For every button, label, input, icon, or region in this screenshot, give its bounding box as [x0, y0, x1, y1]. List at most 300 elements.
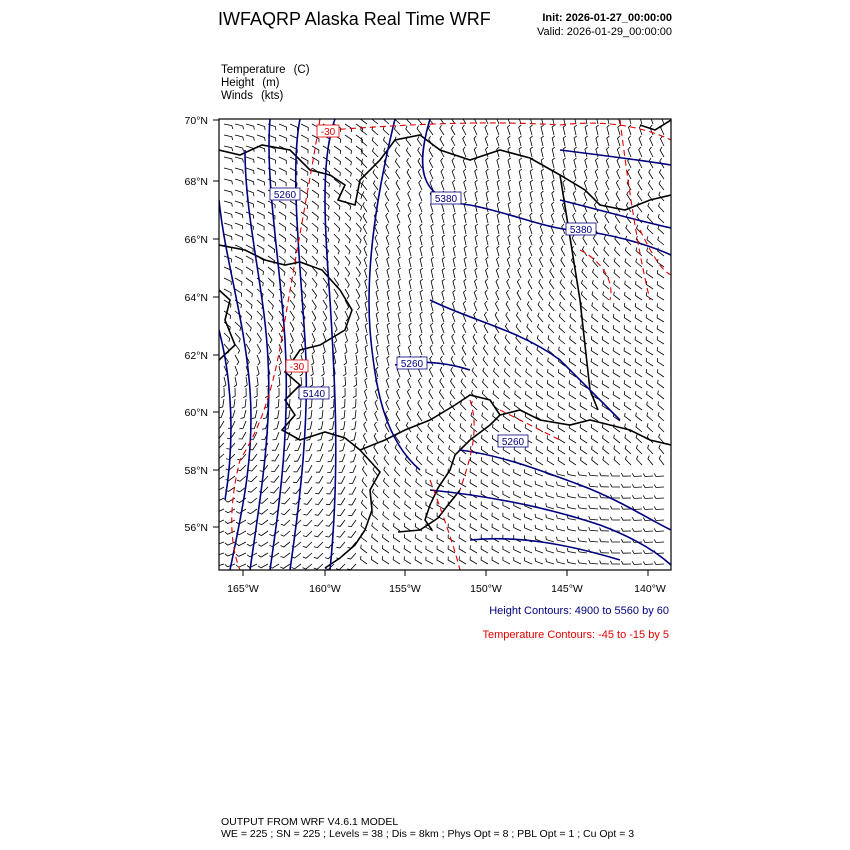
- wind-barb: [252, 410, 257, 419]
- wind-barb: [657, 369, 664, 377]
- wind-barb: [647, 423, 653, 432]
- wind-barb: [625, 270, 631, 279]
- wind-barb: [592, 446, 598, 454]
- wind-barb: [257, 322, 262, 332]
- wind-barb: [541, 180, 544, 190]
- wind-barb: [224, 135, 233, 140]
- wind-barb: [441, 180, 444, 190]
- wind-barb: [475, 180, 478, 190]
- wind-barb: [495, 301, 499, 311]
- wind-barb: [464, 213, 467, 223]
- wind-barb: [374, 433, 378, 443]
- wind-barb: [453, 180, 456, 190]
- wind-barb: [334, 157, 341, 165]
- wind-barb: [235, 146, 244, 152]
- wind-barb: [295, 443, 302, 451]
- wind-barb: [404, 545, 411, 553]
- wind-barb: [613, 358, 620, 366]
- wind-barb: [258, 553, 268, 557]
- wind-barb: [632, 517, 642, 520]
- wind-barb: [497, 257, 500, 267]
- wind-barb: [648, 456, 653, 465]
- wind-barb: [232, 388, 235, 398]
- wind-barb: [334, 322, 337, 332]
- wind-barb: [485, 301, 488, 311]
- wind-barb: [589, 560, 598, 564]
- wind-barb: [459, 512, 466, 520]
- wind-barb: [323, 179, 330, 187]
- wind-barb: [632, 484, 642, 487]
- wind-barb: [547, 413, 554, 421]
- wind-barb: [404, 523, 411, 531]
- wind-barb: [580, 424, 587, 432]
- wind-barb: [519, 136, 522, 146]
- wind-barb: [301, 245, 307, 254]
- wind-barb: [613, 402, 620, 410]
- wind-barb: [580, 413, 587, 421]
- wind-barb: [503, 524, 510, 531]
- wind-barb: [625, 247, 631, 256]
- wind-barb: [516, 324, 521, 334]
- wind-barb: [395, 467, 401, 476]
- wind-barb: [409, 345, 412, 355]
- wind-barb: [519, 235, 522, 245]
- wind-barb: [526, 391, 533, 399]
- wind-barb: [245, 377, 248, 387]
- wind-barb: [546, 536, 554, 542]
- wind-barb: [563, 125, 566, 135]
- wind-barb: [420, 279, 423, 289]
- wind-barb: [258, 542, 268, 546]
- wind-barb: [396, 191, 400, 201]
- wind-barb: [537, 369, 543, 377]
- wind-barb: [279, 135, 287, 142]
- wind-barb: [426, 557, 433, 564]
- wind-barb: [258, 531, 268, 536]
- wind-barb: [647, 270, 654, 278]
- wind-barb: [386, 378, 389, 388]
- wind-barb: [486, 257, 489, 267]
- wind-barb: [470, 501, 477, 509]
- wind-barb: [449, 423, 455, 432]
- wind-barb: [394, 523, 401, 531]
- temperature-label: -30: [320, 127, 336, 138]
- wind-barb: [386, 213, 389, 223]
- wind-barb: [398, 345, 401, 355]
- wind-barb: [426, 546, 433, 553]
- wind-barb: [376, 356, 379, 366]
- wind-barb: [658, 391, 664, 399]
- wind-barb: [296, 421, 301, 430]
- wind-barb: [277, 377, 280, 387]
- wind-barb: [515, 380, 521, 389]
- wind-barb: [247, 564, 257, 568]
- wind-barb: [362, 191, 367, 201]
- wind-barb: [431, 301, 434, 311]
- wind-barb: [636, 413, 642, 421]
- wind-barb: [485, 136, 488, 146]
- wind-barb: [557, 504, 566, 509]
- wind-barb: [339, 443, 345, 451]
- wind-barb: [442, 235, 445, 245]
- wind-barb: [354, 377, 357, 387]
- wind-barb: [497, 180, 500, 190]
- wind-barb: [585, 158, 588, 168]
- wind-barb: [497, 169, 500, 179]
- wind-barb: [541, 191, 544, 201]
- wind-barb: [450, 378, 455, 388]
- wind-barb: [515, 357, 521, 366]
- wind-barb: [530, 202, 533, 212]
- wind-barb: [325, 553, 334, 559]
- wind-barb: [624, 347, 631, 355]
- wind-barb: [437, 546, 444, 553]
- wind-barb: [235, 366, 238, 376]
- wind-barb: [592, 280, 598, 289]
- wind-barb: [441, 334, 444, 344]
- wind-barb: [355, 344, 358, 354]
- wind-barb: [567, 493, 576, 498]
- wind-barb: [225, 520, 235, 524]
- wind-barb: [409, 334, 412, 344]
- wind-barb: [646, 303, 653, 311]
- wind-barb: [224, 190, 232, 196]
- wind-barb: [639, 147, 642, 157]
- wind-barb: [441, 169, 444, 179]
- wind-barb: [431, 268, 434, 278]
- wind-barb: [374, 444, 378, 454]
- wind-barb: [481, 557, 488, 565]
- wind-barb: [654, 561, 664, 564]
- wind-barb: [259, 520, 269, 525]
- wind-barb: [417, 411, 422, 421]
- wind-barb: [235, 355, 239, 365]
- wind-barb: [614, 281, 620, 290]
- wind-barb: [646, 281, 653, 289]
- wind-barb: [538, 290, 543, 300]
- wind-barb: [580, 391, 587, 399]
- wind-barb: [420, 323, 423, 333]
- wind-barb: [297, 399, 301, 408]
- wind-barb: [376, 268, 379, 278]
- wind-barb: [395, 137, 400, 146]
- wind-barb: [451, 136, 455, 146]
- wind-barb: [658, 423, 664, 432]
- wind-barb: [429, 389, 433, 399]
- wind-barb: [464, 290, 467, 300]
- wind-barb: [268, 289, 274, 298]
- wind-barb: [235, 157, 243, 163]
- wind-barb: [268, 234, 275, 242]
- wind-barb: [571, 280, 576, 289]
- wind-barb: [362, 159, 368, 168]
- wind-barb: [635, 325, 642, 333]
- wind-barb: [365, 367, 368, 377]
- wind-barb: [356, 256, 361, 266]
- wind-barb: [567, 559, 576, 564]
- wind-barb: [383, 512, 389, 521]
- wind-barb: [248, 487, 257, 492]
- wind-barb: [524, 557, 532, 564]
- wind-barb: [541, 213, 544, 223]
- wind-barb: [561, 257, 565, 267]
- wind-barb: [505, 357, 511, 366]
- wind-barb: [507, 279, 510, 289]
- wind-barb: [387, 290, 390, 300]
- wind-barb: [624, 391, 631, 399]
- wind-barb: [382, 556, 389, 564]
- wind-barb: [592, 457, 598, 465]
- wind-barb: [269, 553, 279, 557]
- wind-barb: [558, 369, 565, 377]
- wind-barb: [440, 136, 444, 146]
- wind-barb: [552, 202, 555, 212]
- wind-barb: [268, 256, 275, 264]
- wind-barb: [525, 446, 532, 454]
- wind-barb: [508, 202, 511, 212]
- wind-barb: [600, 561, 609, 565]
- wind-barb: [610, 550, 620, 553]
- wind-barb: [297, 410, 302, 419]
- wind-barb: [600, 539, 609, 543]
- wind-barb: [361, 511, 367, 520]
- wind-barb: [363, 433, 367, 443]
- plot-title: IWFAQRP Alaska Real Time WRF: [218, 9, 491, 29]
- wind-barb: [591, 358, 598, 366]
- wind-barb: [312, 278, 317, 288]
- wind-barb: [304, 498, 312, 504]
- wind-barb: [334, 212, 340, 221]
- wind-barb: [650, 136, 653, 146]
- wind-barb: [419, 345, 422, 355]
- wind-barb: [373, 148, 379, 157]
- wind-barb: [321, 377, 324, 387]
- wind-barb: [464, 224, 467, 234]
- wind-barb: [293, 476, 301, 483]
- wind-barb: [504, 391, 510, 400]
- wind-barb: [524, 546, 532, 553]
- wind-barb: [473, 345, 477, 355]
- lon-label: 160°W: [309, 583, 341, 595]
- wind-barb: [527, 301, 532, 311]
- wind-barb: [589, 483, 598, 487]
- wind-barb: [567, 537, 576, 542]
- wind-barb: [356, 168, 362, 177]
- wind-barb: [643, 561, 653, 564]
- wind-barb: [312, 344, 315, 354]
- wind-barb: [279, 212, 286, 220]
- wind-barb: [341, 399, 345, 408]
- wind-barb: [632, 495, 642, 498]
- wind-barb: [535, 514, 543, 520]
- wind-barb: [312, 212, 318, 220]
- wind-barb: [383, 489, 389, 498]
- wind-barb: [583, 235, 587, 245]
- wind-barb: [397, 213, 400, 223]
- wind-barb: [516, 346, 522, 355]
- wind-barb: [593, 269, 599, 278]
- wind-barb: [569, 380, 576, 388]
- wind-barb: [279, 223, 286, 231]
- wind-barb: [658, 412, 664, 421]
- wind-barb: [602, 413, 609, 421]
- wind-barb: [582, 280, 588, 289]
- wind-barb: [603, 456, 609, 465]
- wind-barb: [460, 435, 466, 444]
- wind-barb: [257, 234, 264, 241]
- wind-barb: [272, 443, 279, 450]
- wind-barb: [356, 245, 361, 255]
- wind-barb: [345, 168, 351, 176]
- wind-barb: [315, 487, 323, 494]
- wind-barb: [472, 356, 477, 366]
- wind-barb: [548, 369, 555, 377]
- wind-barb: [497, 202, 500, 212]
- wind-barb: [312, 223, 318, 232]
- wind-barb: [557, 471, 566, 476]
- wind-barb: [560, 291, 565, 300]
- wind-barb: [497, 191, 500, 201]
- wind-barb: [503, 513, 510, 520]
- wind-barb: [236, 520, 246, 524]
- wind-barb: [507, 257, 510, 267]
- wind-barb: [654, 495, 664, 498]
- wind-barb: [341, 410, 345, 419]
- wind-barb: [224, 201, 232, 207]
- wind-barb: [614, 456, 620, 465]
- wind-barb: [580, 402, 587, 410]
- wind-barb: [483, 368, 488, 377]
- wind-barb: [316, 476, 323, 483]
- wind-barb: [646, 380, 653, 388]
- wind-barb: [453, 224, 456, 234]
- wind-barb: [580, 435, 587, 443]
- wind-barb: [527, 324, 532, 333]
- wind-barb: [345, 146, 352, 154]
- wind-barb: [494, 368, 500, 377]
- wind-barb: [451, 367, 455, 377]
- height-label: 5260: [400, 359, 424, 370]
- wind-barb: [438, 445, 444, 454]
- wind-barb: [517, 301, 521, 311]
- wind-barb: [621, 561, 631, 564]
- wind-barb: [351, 432, 356, 441]
- wind-barb: [654, 528, 664, 531]
- wind-barb: [519, 202, 522, 212]
- wind-barb: [525, 457, 532, 465]
- wind-barb: [517, 279, 521, 289]
- wind-barb: [636, 423, 642, 432]
- wind-barb: [649, 147, 653, 157]
- wind-barb: [282, 476, 290, 483]
- wind-barb: [475, 158, 478, 168]
- wind-barb: [654, 473, 664, 476]
- wind-barb: [361, 556, 368, 564]
- lat-label: 70°N: [184, 115, 208, 127]
- wind-barb: [337, 509, 345, 516]
- wind-barb: [505, 346, 510, 355]
- wind-barb: [459, 523, 466, 531]
- wind-barb: [569, 391, 576, 399]
- wind-barb: [578, 538, 587, 542]
- wind-barb: [420, 334, 423, 344]
- wind-barb: [394, 512, 400, 520]
- wind-barb: [420, 246, 423, 256]
- wind-barb: [635, 369, 642, 377]
- wind-barb: [301, 135, 308, 142]
- wind-barb: [344, 355, 347, 365]
- wind-barb: [602, 347, 609, 355]
- wind-barb: [290, 300, 295, 310]
- wind-barb: [578, 472, 587, 476]
- wind-barb: [648, 180, 653, 190]
- wind-barb: [529, 235, 532, 245]
- wind-barb: [334, 234, 340, 243]
- wind-barb: [235, 168, 243, 174]
- wind-barb: [365, 301, 368, 311]
- wind-barb: [353, 388, 356, 398]
- wind-barb: [551, 224, 554, 234]
- wind-barb: [602, 391, 609, 399]
- wind-barb: [408, 213, 411, 223]
- wind-barb: [562, 213, 565, 223]
- wind-barb: [574, 136, 577, 146]
- wind-barb: [643, 495, 653, 498]
- wind-barb: [361, 137, 367, 146]
- wind-barb: [429, 367, 433, 377]
- wind-barb: [463, 301, 466, 311]
- wind-barb: [257, 201, 264, 208]
- wind-barb: [603, 303, 609, 311]
- wind-barb: [551, 235, 554, 245]
- wind-barb: [437, 535, 444, 542]
- wind-barb: [503, 469, 510, 476]
- wind-barb: [437, 524, 444, 531]
- wind-barb: [438, 457, 444, 466]
- wind-barb: [288, 377, 291, 387]
- wind-barb: [643, 528, 653, 531]
- wind-barb: [356, 300, 360, 310]
- wind-barb: [603, 435, 609, 443]
- wind-barb: [383, 126, 389, 135]
- wind-barb: [617, 147, 620, 157]
- wind-barb: [224, 179, 233, 184]
- wind-barb: [386, 400, 389, 410]
- wind-barb: [548, 335, 554, 344]
- wind-barb: [319, 399, 323, 408]
- wind-barb: [492, 491, 499, 498]
- wind-barb: [567, 526, 576, 531]
- wind-barb: [420, 301, 423, 311]
- wind-barb: [383, 523, 389, 531]
- wind-barb: [246, 124, 254, 130]
- wind-barb: [316, 465, 323, 472]
- wind-barb: [265, 388, 268, 398]
- wind-barb: [518, 246, 521, 256]
- height-label: 5140: [302, 389, 326, 400]
- wind-barb: [336, 564, 345, 570]
- wind-barb: [315, 498, 323, 505]
- wind-barb: [383, 534, 390, 542]
- wind-barb: [418, 378, 422, 388]
- wind-barb: [470, 534, 477, 542]
- wind-barb: [486, 268, 489, 278]
- wind-barb: [257, 344, 261, 354]
- wind-barb: [301, 157, 308, 164]
- wind-barb: [492, 469, 499, 476]
- wind-barb: [452, 169, 455, 179]
- wind-barb: [337, 531, 345, 537]
